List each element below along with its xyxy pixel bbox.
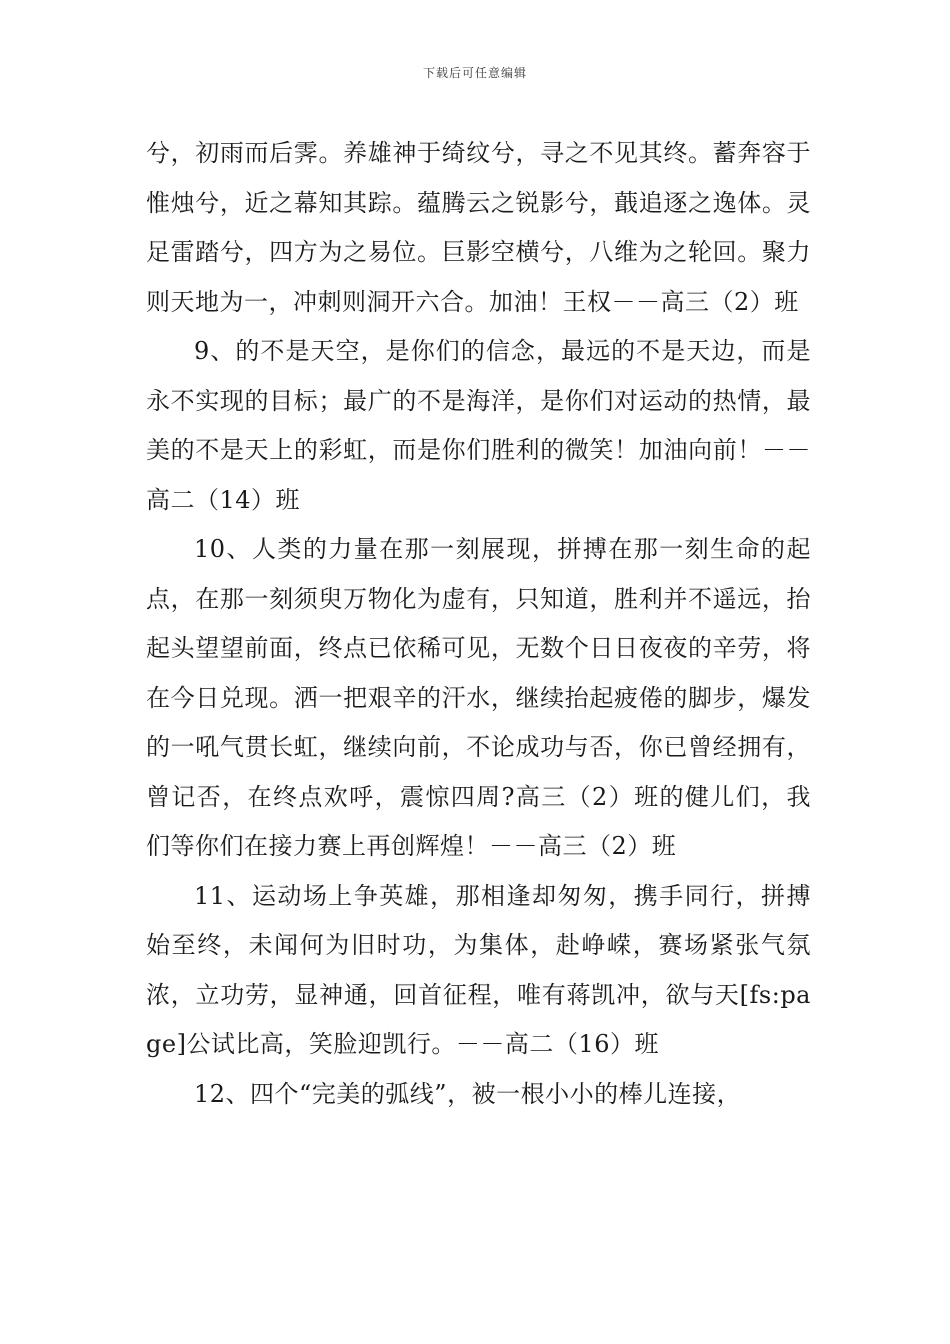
document-body — [146, 129, 811, 1119]
paragraph-item-11: 11、运动场上争英雄，那相逢却匆匆，携手同行，拼搏始至终，未闻何为旧时功，为集体，赴峥嵘，赛场紧张气氛浓，立功劳，显神通，回首征程，唯有蒋凯冲，欲与天[fs:page]公试比高，笑脸迎凯行。－－高二（16）班 — [146, 881, 811, 1058]
paragraph-item-9: 9、的不是天空，是你们的信念，最远的不是天边，而是永不实现的目标；最广的不是海洋，是你们对运动的热情，最美的不是天上的彩虹，而是你们胜利的微笑！加油向前！－－高二（14）班 — [146, 337, 811, 514]
paragraph-item-12: 12、四个“完美的弧线”，被一根小小的棒儿连接， — [194, 1079, 742, 1108]
page-header-note: 下载后可任意编辑 — [422, 66, 527, 80]
paragraph-item-10: 10、人类的力量在那一刻展现，拼搏在那一刻生命的起点，在那一刻须臾万物化为虚有，只知道，胜利并不遥远，抬起头望望前面，终点已依稀可见，无数个日日夜夜的辛劳，将在今日兑现。洒一把艰辛的汗水，继续抬起疲倦的脚步，爆发的一吼气贯长虹，继续向前，不论成功与否，你已曾经拥有，曾记否，在终点欢呼，震惊四周?高三（2）班的健儿们，我们等你们在接力赛上再创辉煌！－－高三（2）班 — [146, 535, 811, 860]
paragraph-continuation: 兮，初雨而后霁。养雄神于绮纹兮，寻之不见其终。蓄奔容于惟烛兮，近之幕知其踪。蕴腾云之锐影兮，蕺追逐之逸体。灵足雷踏兮，四方为之易位。巨影空横兮，八维为之轮回。聚力则天地为一，冲刺则洞开六合。加油！王权－－高三（2）班 — [146, 139, 811, 316]
